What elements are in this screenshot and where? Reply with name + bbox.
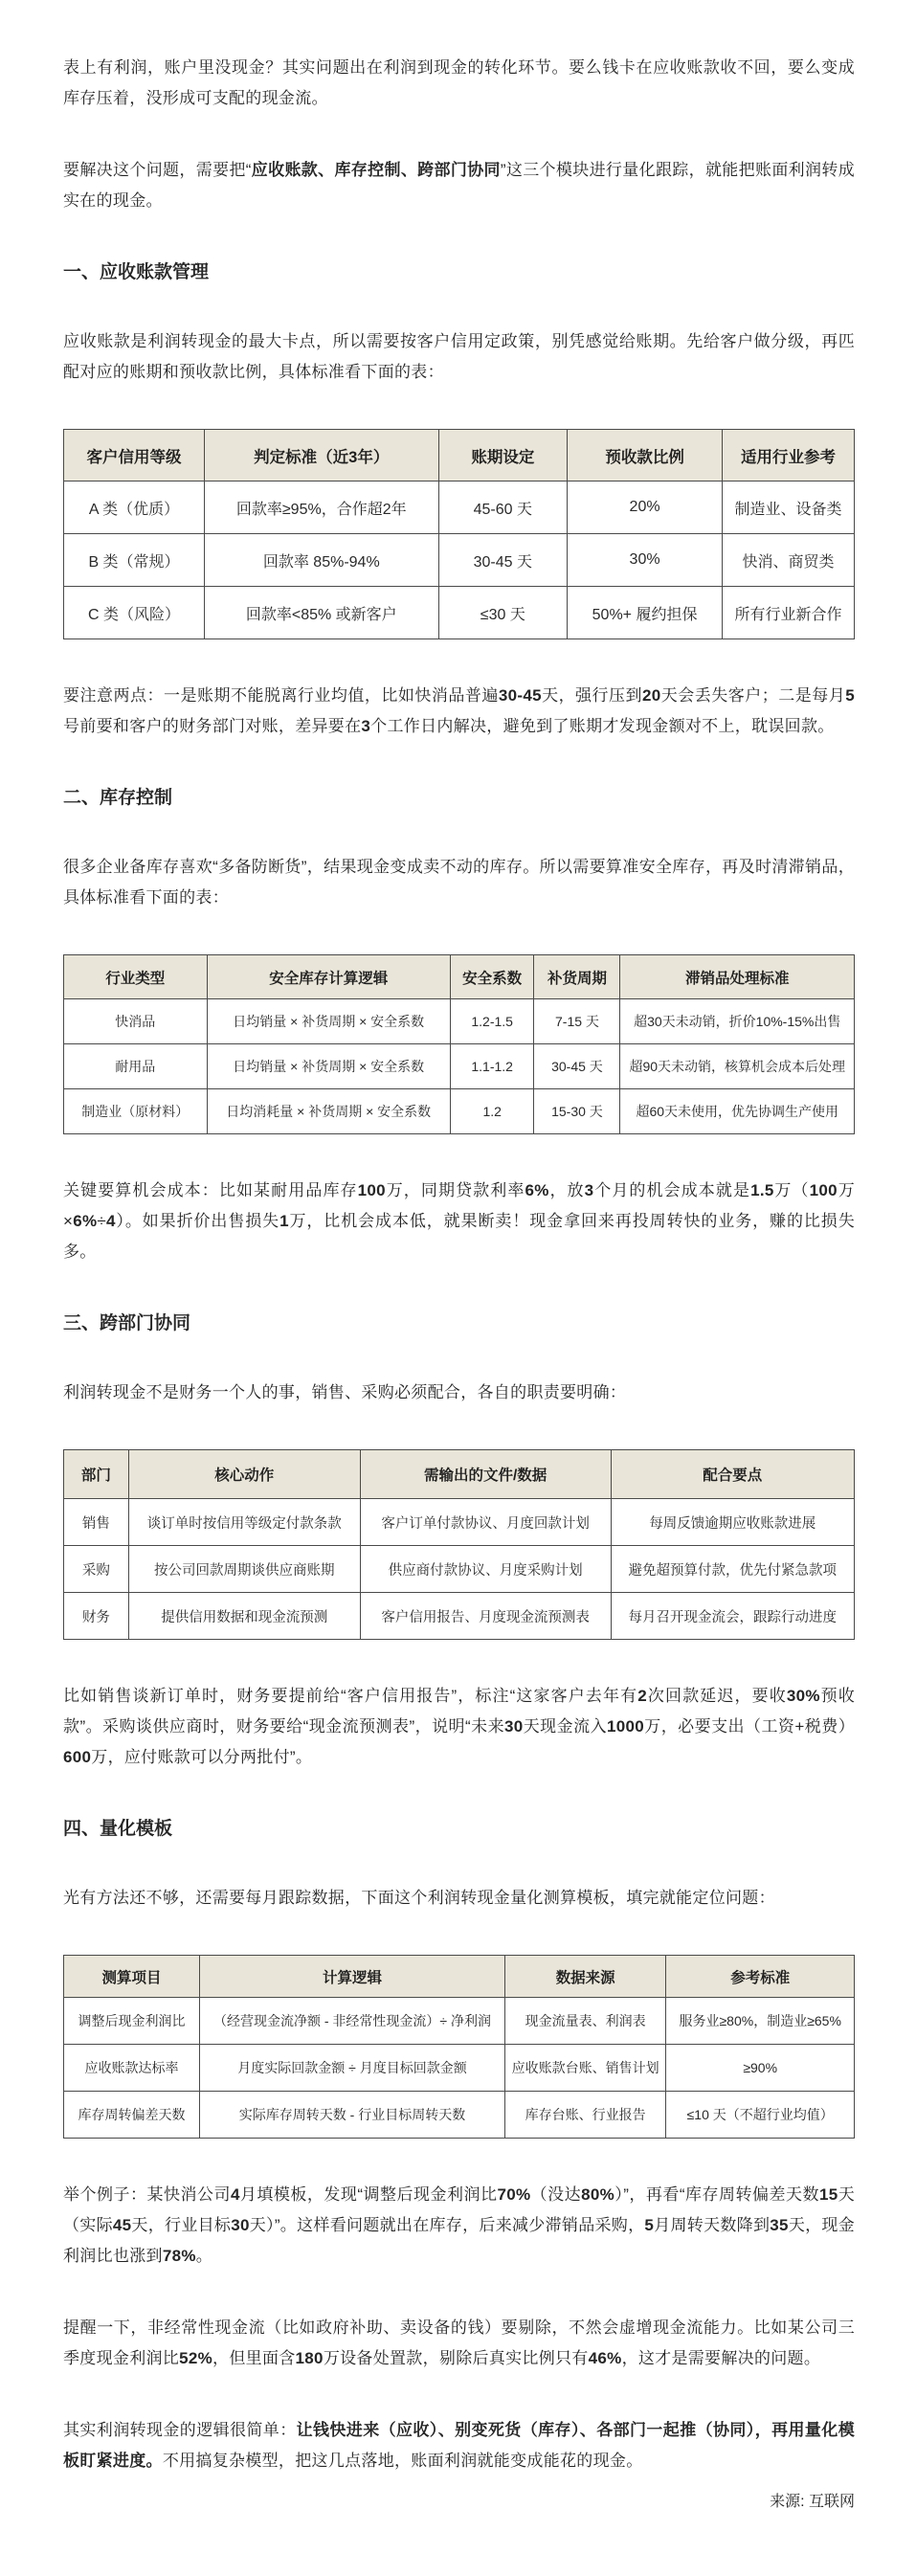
table-cell: 月度实际回款金额 ÷ 月度目标回款金额 (200, 2045, 505, 2092)
text: 万（ (773, 1181, 810, 1199)
table-row (64, 1044, 855, 1089)
table-cell: 7-15 天 (534, 999, 620, 1044)
bold-text: 15 (818, 2185, 838, 2204)
table-cell: 超90天未动销，核算机会成本后处理 (620, 1044, 855, 1089)
quantification-template-table (63, 1955, 855, 2139)
table-cell: ≤10 天（不超行业均值） (666, 2092, 855, 2139)
text: 天（实际 (63, 2185, 855, 2234)
bold-text: 2 (637, 1687, 648, 1705)
text: 不用搞复杂模型，把这几点落地，账面利润就能变成能花的现金。 (162, 2452, 643, 2470)
table-cell: 实际库存周转天数 - 行业目标周转天数 (200, 2092, 505, 2139)
text: 号前要和客户的财务部门对账，差异要在 (63, 717, 362, 735)
table-cell: 采购 (64, 1546, 129, 1593)
bold-text: 1.5 (750, 1181, 774, 1199)
table-header-cell: 补货周期 (534, 955, 620, 999)
table-cell: 30% (568, 534, 723, 587)
table-header-cell: 数据来源 (504, 1956, 666, 1998)
bold-text: 52% (179, 2349, 213, 2367)
table-cell: 每周反馈逾期应收账款进展 (611, 1499, 854, 1546)
bold-text: 4 (106, 1212, 116, 1230)
bold-text: 78% (162, 2247, 196, 2265)
table-cell: 库存台账、行业报告 (504, 2092, 666, 2139)
table-cell: 日均销量 × 补货周期 × 安全系数 (207, 999, 450, 1044)
table-header-row (64, 955, 855, 999)
table-cell: 回款率<85% 或新客户 (205, 587, 438, 639)
table-cell: 30-45 天 (534, 1044, 620, 1089)
bold-text: 600 (63, 1748, 92, 1766)
text: 利润转现金不是财务一个人的事，销售、采购必须配合，各自的职责要明确： (63, 1383, 627, 1401)
bold-text: 30 (504, 1717, 524, 1736)
table-header-cell: 计算逻辑 (200, 1956, 505, 1998)
bold-text: 1 (279, 1212, 289, 1230)
text: 应收账款是利润转现金的最大卡点，所以需要按客户信用定政策，别凭感觉给账期。先给客户做分级，再匹配对应的账期和预收款比例，具体标准看下面的表： (63, 332, 855, 381)
collaboration-note-paragraph (63, 1681, 855, 1773)
table-header-cell: 安全库存计算逻辑 (207, 955, 450, 999)
table-row (64, 1998, 855, 2045)
table-header-cell: 核心动作 (128, 1450, 360, 1499)
credit-policy-table (63, 429, 855, 639)
table-header-row (64, 1956, 855, 1998)
table-row (64, 2045, 855, 2092)
table-cell: 回款率 85%-94% (205, 534, 438, 587)
bold-text: 30 (231, 2216, 250, 2234)
department-collaboration-table (63, 1449, 855, 1640)
table-cell: 15-30 天 (534, 1089, 620, 1134)
text: 关键要算机会成本：比如某耐用品库存 (63, 1181, 358, 1199)
bold-text: 3 (361, 717, 371, 735)
text: 天会丢失客户；二是每月 (660, 686, 846, 705)
table-cell: 45-60 天 (438, 482, 568, 534)
text: 比如销售谈新订单时，财务要提前给“客户信用报告”，标注“这家客户去年有 (63, 1687, 638, 1705)
text: 天，现金利润比也涨到 (63, 2216, 856, 2265)
table-cell: ≥90% (666, 2045, 855, 2092)
intro-paragraph-1 (63, 53, 855, 114)
table-cell: 快消品 (64, 999, 208, 1044)
table-cell: 1.2 (450, 1089, 534, 1134)
bold-text: 5 (845, 686, 855, 705)
table-header-cell: 账期设定 (438, 430, 568, 482)
bold-text: 4 (230, 2185, 240, 2204)
bold-text: 6% (525, 1181, 549, 1199)
bold-text: 30-45 (498, 686, 542, 705)
table-cell: 日均销量 × 补货周期 × 安全系数 (207, 1044, 450, 1089)
section-heading-receivables: 一、应收账款管理 (63, 262, 210, 282)
table-cell: 销售 (64, 1499, 129, 1546)
text: ）。如果折价出售损失 (115, 1212, 280, 1230)
table-header-cell: 预收款比例 (568, 430, 723, 482)
table-row (64, 1593, 855, 1640)
table-cell: 服务业≥80%，制造业≥65% (666, 1998, 855, 2045)
table-cell: 客户信用报告、月度现金流预测表 (360, 1593, 611, 1640)
inventory-intro-paragraph (63, 852, 855, 913)
table-header-cell: 行业类型 (64, 955, 208, 999)
text: 月填模板，发现“调整后现金利润比 (239, 2185, 498, 2204)
text: 次回款延迟，要收 (647, 1687, 787, 1705)
text: 万，应付账款可以分两批付”。 (91, 1748, 313, 1766)
table-cell: 1.1-1.2 (450, 1044, 534, 1089)
text: 光有方法还不够，还需要每月跟踪数据，下面这个利润转现金量化测算模板，填完就能定位问题： (63, 1889, 775, 1907)
table-cell: 应收账款台账、销售计划 (504, 2045, 666, 2092)
inventory-note-paragraph (63, 1176, 855, 1267)
text: 很多企业备库存喜欢“多备防断货”，结果现金变成卖不动的库存。所以需要算准安全库存，再及时清滞销品，具体标准看下面的表： (63, 858, 855, 907)
table-cell: 库存周转偏差天数 (64, 2092, 200, 2139)
text: 提醒一下，非经常性现金流（比如政府补助、卖设备的钱）要剔除，不然会虚增现金流能力。比如某公司三季度现金利润比 (63, 2318, 855, 2367)
text: 月周转天数降到 (654, 2216, 771, 2234)
text: ，放 (548, 1181, 585, 1199)
table-cell: 每月召开现金流会，跟踪行动进度 (611, 1593, 854, 1640)
source-attribution: 来源: 互联网 (770, 2494, 855, 2510)
text: ，但里面含 (212, 2349, 296, 2367)
table-cell: 日均消耗量 × 补货周期 × 安全系数 (207, 1089, 450, 1134)
table-header-row (64, 430, 855, 482)
text: ÷ (97, 1212, 107, 1230)
table-header-cell: 滞销品处理标准 (620, 955, 855, 999)
text: 表上有利润，账户里没现金？其实问题出在利润到现金的转化环节。要么钱卡在应收账款收不回，要么变成库存压着，没形成可支配的现金流。 (63, 58, 855, 107)
bold-text: 45 (112, 2216, 132, 2234)
table-cell: 回款率≥95%，合作超2年 (205, 482, 438, 534)
table-row (64, 999, 855, 1044)
table-cell: 按公司回款周期谈供应商账期 (128, 1546, 360, 1593)
table-header-cell: 需输出的文件/数据 (360, 1450, 611, 1499)
table-cell: 20% (568, 482, 723, 534)
text: ）”，再看“库存周转偏差天数 (614, 2185, 819, 2204)
table-cell: 调整后现金利润比 (64, 1998, 200, 2045)
text: 天，行业目标 (131, 2216, 232, 2234)
table-cell: ≤30 天 (438, 587, 568, 639)
template-intro-paragraph (63, 1883, 855, 1914)
bold-text: 46% (588, 2349, 622, 2367)
table-cell: 耐用品 (64, 1044, 208, 1089)
bold-text: 70% (497, 2185, 531, 2204)
bold-text: 20 (642, 686, 661, 705)
text: 天现金流入 (523, 1717, 608, 1736)
table-row (64, 2092, 855, 2139)
bold-text: 30% (786, 1687, 820, 1705)
text: ”这三个模块进行量化跟踪，就能把账面利润转成实在的现金。 (63, 161, 855, 210)
table-header-cell: 测算项目 (64, 1956, 200, 1998)
table-cell: C 类（风险） (64, 587, 205, 639)
table-cell: 制造业、设备类 (723, 482, 855, 534)
table-header-cell: 适用行业参考 (723, 430, 855, 482)
table-cell: 供应商付款协议、月度采购计划 (360, 1546, 611, 1593)
bold-text: 5 (644, 2216, 655, 2234)
inventory-control-table (63, 954, 855, 1134)
bold-text: 180 (295, 2349, 324, 2367)
text: 万，同期贷款利率 (385, 1181, 525, 1199)
bold-text: 80% (581, 2185, 615, 2204)
table-cell: 客户订单付款协议、月度回款计划 (360, 1499, 611, 1546)
text: 预收款”。采购谈供应商时，财务要给“现金流预测表”，说明“未来 (63, 1687, 855, 1736)
section-heading-inventory: 二、库存控制 (63, 788, 173, 808)
text: 天，强行压到 (541, 686, 643, 705)
bold-text: 100 (809, 1181, 838, 1199)
text: 万，必要支出（工资+税费） (644, 1717, 856, 1736)
table-row (64, 1089, 855, 1134)
template-reminder-paragraph (63, 2313, 855, 2374)
text: 万设备处置款，剔除后真实比例只有 (323, 2349, 589, 2367)
table-row (64, 534, 855, 587)
collaboration-intro-paragraph (63, 1378, 855, 1408)
receivables-intro-paragraph (63, 326, 855, 388)
bold-text: 35 (770, 2216, 789, 2234)
table-row (64, 1546, 855, 1593)
intro-paragraph-2 (63, 155, 855, 216)
text: 其实利润转现金的逻辑很简单： (63, 2421, 297, 2439)
bold-text: 100 (357, 1181, 386, 1199)
text: （没达 (530, 2185, 582, 2204)
bold-text: 3 (584, 1181, 594, 1199)
table-cell: 超60天未使用，优先协调生产使用 (620, 1089, 855, 1134)
table-header-cell: 参考标准 (666, 1956, 855, 1998)
table-cell: 制造业（原材料） (64, 1089, 208, 1134)
table-cell: 30-45 天 (438, 534, 568, 587)
receivables-note-paragraph (63, 681, 855, 742)
text: ，这才是需要解决的问题。 (621, 2349, 821, 2367)
table-header-cell: 安全系数 (450, 955, 534, 999)
text: 要注意两点：一是账期不能脱离行业均值，比如快消品普遍 (63, 686, 499, 705)
table-header-cell: 客户信用等级 (64, 430, 205, 482)
table-cell: B 类（常规） (64, 534, 205, 587)
table-header-row (64, 1450, 855, 1499)
table-cell: （经营现金流净额 - 非经常性现金流）÷ 净利润 (200, 1998, 505, 2045)
section-heading-collaboration: 三、跨部门协同 (63, 1313, 191, 1333)
bold-text: 6% (73, 1212, 98, 1230)
text: 个月的机会成本就是 (593, 1181, 751, 1199)
conclusion-paragraph (63, 2415, 855, 2476)
table-cell: 所有行业新合作 (723, 587, 855, 639)
bold-text: 应收账款、库存控制、跨部门协同 (251, 161, 501, 179)
text: 举个例子：某快消公司 (63, 2185, 231, 2204)
table-row (64, 1499, 855, 1546)
table-cell: 谈订单时按信用等级定付款条款 (128, 1499, 360, 1546)
table-cell: 现金流量表、利润表 (504, 1998, 666, 2045)
bold-text: 让钱快进来（应收）、别变死货（库存）、各部门一起推（协同），再用量化模板盯紧进度。 (63, 2421, 856, 2470)
table-cell: 50%+ 履约担保 (568, 587, 723, 639)
section-heading-template: 四、量化模板 (63, 1819, 173, 1839)
table-header-cell: 判定标准（近3年） (205, 430, 438, 482)
table-header-cell: 部门 (64, 1450, 129, 1499)
text: 要解决这个问题，需要把“ (63, 161, 252, 179)
template-example-paragraph (63, 2180, 855, 2272)
table-cell: 财务 (64, 1593, 129, 1640)
text: 天）”。这样看问题就出在库存，后来减少滞销品采购， (249, 2216, 645, 2234)
text: 个工作日内解决，避免到了账期才发现金额对不上，耽误回款。 (370, 717, 835, 735)
table-header-cell: 配合要点 (611, 1450, 854, 1499)
text: 。 (195, 2247, 213, 2265)
table-cell: 1.2-1.5 (450, 999, 534, 1044)
table-cell: 避免超预算付款，优先付紧急款项 (611, 1546, 854, 1593)
table-cell: A 类（优质） (64, 482, 205, 534)
text: 万× (63, 1181, 856, 1230)
table-row (64, 482, 855, 534)
text: 万，比机会成本低，就果断卖！现金拿回来再投周转快的业务，赚的比损失多。 (63, 1212, 856, 1261)
table-row (64, 587, 855, 639)
table-cell: 超30天未动销，折价10%-15%出售 (620, 999, 855, 1044)
table-cell: 应收账款达标率 (64, 2045, 200, 2092)
bold-text: 1000 (607, 1717, 645, 1736)
table-cell: 提供信用数据和现金流预测 (128, 1593, 360, 1640)
table-cell: 快消、商贸类 (723, 534, 855, 587)
